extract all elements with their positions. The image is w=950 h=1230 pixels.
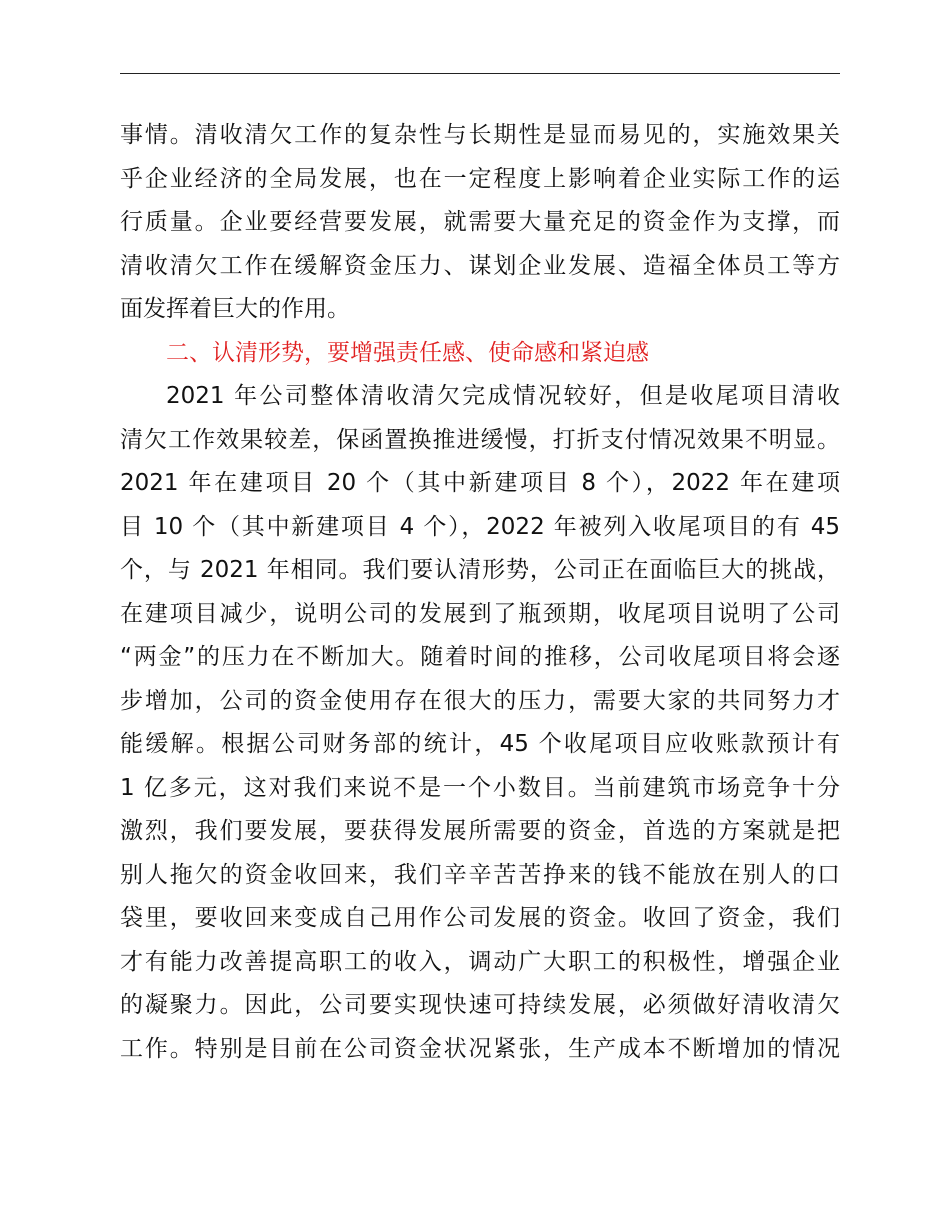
text-line: 在建项目减少，说明公司的发展到了瓶颈期，收尾项目说明了公司 <box>120 600 840 627</box>
text-line: 2021 年在建项目 20 个（其中新建项目 8 个），2022 年在建项 <box>120 470 840 496</box>
text-line: 个，与 2021 年相同。我们要认清形势，公司正在面临巨大的挑战， <box>120 557 840 583</box>
paragraph-main <box>120 375 840 1071</box>
text-line: “两金”的压力在不断加大。随着时间的推移，公司收尾项目将会逐 <box>120 644 840 670</box>
text-line: 激烈，我们要发展，要获得发展所需要的资金，首选的方案就是把 <box>120 818 840 844</box>
page-body <box>120 114 840 1071</box>
header-rule <box>120 73 840 74</box>
text-line: 能缓解。根据公司财务部的统计，45 个收尾项目应收账款预计有 <box>120 731 840 757</box>
text-line: 事情。清收清欠工作的复杂性与长期性是显而易见的，实施效果关 <box>120 122 840 148</box>
text-line: 袋里，要收回来变成自己用作公司发展的资金。收回了资金，我们 <box>120 905 840 931</box>
paragraph-continued <box>120 114 840 332</box>
text-line: 工作。特别是目前在公司资金状况紧张，生产成本不断增加的情况 <box>120 1035 840 1062</box>
text-line: 步增加，公司的资金使用存在很大的压力，需要大家的共同努力才 <box>120 687 840 714</box>
text-line: 面发挥着巨大的作用。 <box>120 296 350 322</box>
text-line: 的凝聚力。因此，公司要实现快速可持续发展，必须做好清收清欠 <box>120 992 840 1018</box>
text-line: 别人拖欠的资金收回来，我们辛辛苦苦挣来的钱不能放在别人的口 <box>120 861 840 888</box>
section-heading: 二、认清形势，要增强责任感、使命感和紧迫感 <box>166 339 649 366</box>
text-line: 清收清欠工作在缓解资金压力、谋划企业发展、造福全体员工等方 <box>120 252 840 279</box>
text-line: 乎企业经济的全局发展，也在一定程度上影响着企业实际工作的运 <box>120 165 840 192</box>
text-line: 目 10 个（其中新建项目 4 个），2022 年被列入收尾项目的有 45 <box>120 513 840 540</box>
text-line: 清欠工作效果较差，保函置换推进缓慢，打折支付情况效果不明显。 <box>120 426 840 453</box>
text-line: 行质量。企业要经营要发展，就需要大量充足的资金作为支撑，而 <box>120 209 840 235</box>
text-line: 2021 年公司整体清收清欠完成情况较好，但是收尾项目清收 <box>166 383 840 409</box>
text-line: 1 亿多元，这对我们来说不是一个小数目。当前建筑市场竞争十分 <box>120 774 840 801</box>
text-line: 才有能力改善提高职工的收入，调动广大职工的积极性，增强企业 <box>120 948 840 975</box>
